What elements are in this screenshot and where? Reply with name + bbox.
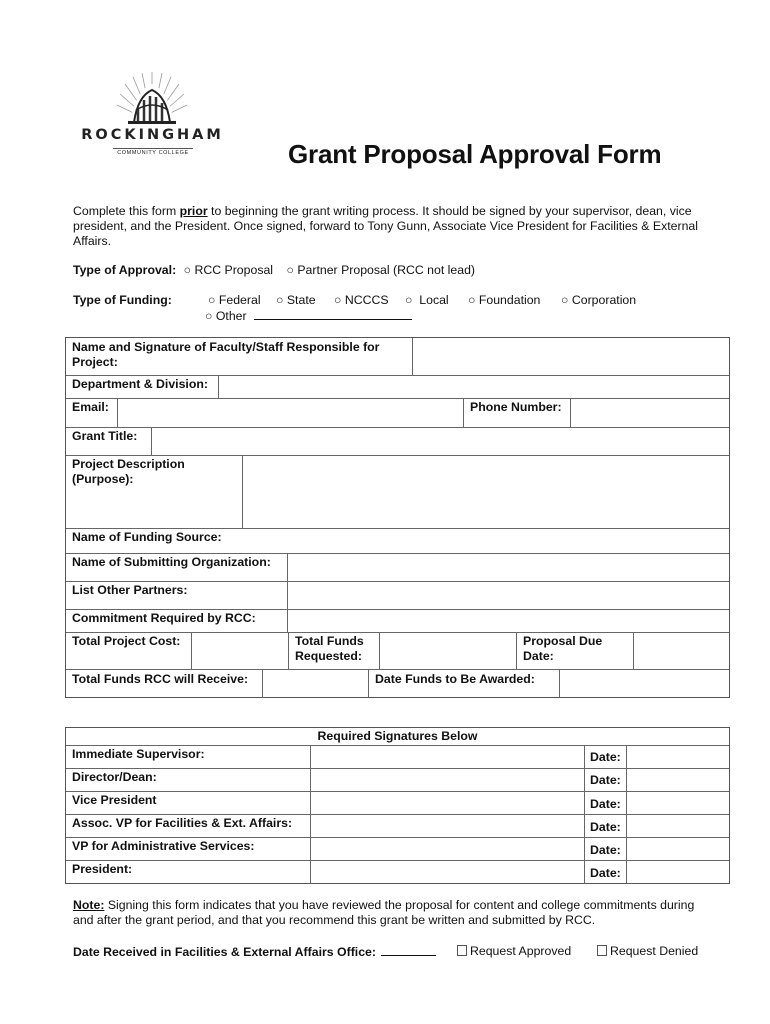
department-field[interactable] <box>219 375 729 398</box>
note-text: Signing this form indicates that you have reviewed the proposal for content and college commitments during and after the grant period, and that you recommend this grant be written and submitted by RCC. <box>73 898 695 927</box>
sig-date-field-vp[interactable] <box>627 791 729 814</box>
project-description-field[interactable] <box>243 455 729 528</box>
radio-rcc-proposal-label: RCC Proposal <box>194 263 274 277</box>
department-label: Department & Division: <box>72 377 208 391</box>
sunburst-dome-icon <box>116 70 188 126</box>
phone-field[interactable] <box>571 398 729 427</box>
radio-federal[interactable]: ○ Federal <box>208 293 261 307</box>
grant-title-label: Grant Title: <box>72 429 138 443</box>
sig-label-vp: Vice President <box>72 793 157 807</box>
phone-label: Phone Number: <box>470 400 562 414</box>
approval-type-row <box>73 263 475 278</box>
funding-other-row <box>205 308 412 324</box>
radio-rcc-proposal[interactable]: ○ RCC Proposal <box>183 263 274 277</box>
project-info-table <box>65 337 730 698</box>
radio-corporation[interactable]: ○ Corporation <box>561 293 637 307</box>
radio-local-label: Local <box>419 293 449 307</box>
signatures-table <box>65 727 730 884</box>
sig-field-vp-admin[interactable] <box>311 837 584 860</box>
logo-name: ROCKINGHAM <box>81 127 224 143</box>
submitting-org-field[interactable] <box>288 553 729 581</box>
commitment-label: Commitment Required by RCC: <box>72 611 256 625</box>
checkbox-icon <box>457 945 467 956</box>
page-title: Grant Proposal Approval Form <box>288 139 662 169</box>
request-approved-checkbox[interactable] <box>457 944 571 959</box>
intro-part1: Complete this form <box>73 204 180 218</box>
funding-source-field[interactable] <box>243 528 729 553</box>
radio-other-label: Other <box>215 309 247 323</box>
note-paragraph <box>73 898 713 928</box>
intro-emphasis: prior <box>179 204 208 218</box>
college-logo <box>80 70 225 160</box>
other-partners-field[interactable] <box>288 581 729 609</box>
other-partners-label: List Other Partners: <box>72 583 188 597</box>
date-awarded-field[interactable] <box>560 669 729 698</box>
sig-label-president: President: <box>72 862 133 876</box>
submitting-org-label: Name of Submitting Organization: <box>72 555 271 569</box>
grant-title-field[interactable] <box>152 427 729 455</box>
received-date-input[interactable] <box>381 944 436 956</box>
radio-ncccs[interactable]: ○ NCCCS <box>334 293 389 307</box>
radio-corporation-label: Corporation <box>571 293 637 307</box>
request-denied-checkbox[interactable] <box>597 944 698 959</box>
sig-label-assoc-vp: Assoc. VP for Facilities & Ext. Affairs: <box>72 816 293 830</box>
sig-field-president[interactable] <box>311 860 584 883</box>
radio-ncccs-label: NCCCS <box>344 293 389 307</box>
sig-date-field-supervisor[interactable] <box>627 745 729 768</box>
sig-field-assoc-vp[interactable] <box>311 814 584 837</box>
radio-foundation[interactable]: ○ Foundation <box>468 293 541 307</box>
sig-date-field-assoc-vp[interactable] <box>627 814 729 837</box>
sig-date-field-director[interactable] <box>627 768 729 791</box>
rcc-receive-field[interactable] <box>263 669 368 698</box>
other-funding-input[interactable] <box>254 308 412 320</box>
total-cost-label: Total Project Cost: <box>72 634 181 648</box>
proposal-due-label: Proposal Due Date: <box>523 634 603 663</box>
sig-date-label-supervisor: Date: <box>590 750 621 764</box>
sig-date-label-president: Date: <box>590 866 621 880</box>
sig-label-supervisor: Immediate Supervisor: <box>72 747 205 761</box>
intro-part2: to beginning the grant writing process. It should be signed by your supervisor, dean, vice president, and the President. Once signed, forward to Tony Gunn, Associate Vice President for Facilities & External Affairs. <box>73 204 698 248</box>
sig-date-label-vp-admin: Date: <box>590 843 621 857</box>
note-label: Note: <box>73 898 105 912</box>
rcc-receive-label: Total Funds RCC will Receive: <box>72 672 249 686</box>
sig-field-director[interactable] <box>311 768 584 791</box>
radio-partner-proposal[interactable]: ○ Partner Proposal (RCC not lead) <box>286 263 476 277</box>
received-label: Date Received in Facilities & External Affairs Office: <box>73 945 376 959</box>
approval-type-label: Type of Approval: <box>73 263 177 277</box>
commitment-field[interactable] <box>288 609 729 632</box>
request-denied-label: Request Denied <box>610 944 699 958</box>
date-awarded-label: Date Funds to Be Awarded: <box>375 672 535 686</box>
received-row <box>73 944 699 960</box>
radio-federal-label: Federal <box>218 293 261 307</box>
sig-field-vp[interactable] <box>311 791 584 814</box>
email-field[interactable] <box>118 398 463 427</box>
sig-date-label-vp: Date: <box>590 797 621 811</box>
sig-date-field-vp-admin[interactable] <box>627 837 729 860</box>
sig-label-director: Director/Dean: <box>72 770 157 784</box>
name-signature-field[interactable] <box>413 338 729 375</box>
sig-date-field-president[interactable] <box>627 860 729 883</box>
sig-date-label-assoc-vp: Date: <box>590 820 621 834</box>
sig-label-vp-admin: VP for Administrative Services: <box>72 839 255 853</box>
radio-state[interactable]: ○ State <box>276 293 316 307</box>
logo-subtitle: COMMUNITY COLLEGE <box>113 148 193 156</box>
request-approved-label: Request Approved <box>470 944 572 958</box>
checkbox-icon <box>597 945 607 956</box>
sig-date-label-director: Date: <box>590 773 621 787</box>
funding-source-label: Name of Funding Source: <box>72 530 222 544</box>
proposal-due-field[interactable] <box>634 632 729 669</box>
radio-foundation-label: Foundation <box>478 293 541 307</box>
radio-other[interactable]: ○ Other <box>205 309 247 323</box>
funding-type-row <box>73 293 637 308</box>
signatures-header: Required Signatures Below <box>317 729 478 743</box>
funding-type-label: Type of Funding: <box>73 293 172 307</box>
total-requested-field[interactable] <box>380 632 516 669</box>
sig-field-supervisor[interactable] <box>311 745 584 768</box>
total-requested-label: Total Funds Requested: <box>295 634 364 663</box>
intro-paragraph <box>73 204 713 249</box>
email-label: Email: <box>72 400 109 414</box>
radio-partner-proposal-label: Partner Proposal (RCC not lead) <box>297 263 476 277</box>
radio-local[interactable]: ○ Local <box>405 293 449 307</box>
radio-state-label: State <box>286 293 316 307</box>
project-description-label: Project Description (Purpose): <box>72 457 185 486</box>
total-cost-field[interactable] <box>192 632 288 669</box>
name-signature-label: Name and Signature of Faculty/Staff Responsible for Project: <box>72 340 380 369</box>
